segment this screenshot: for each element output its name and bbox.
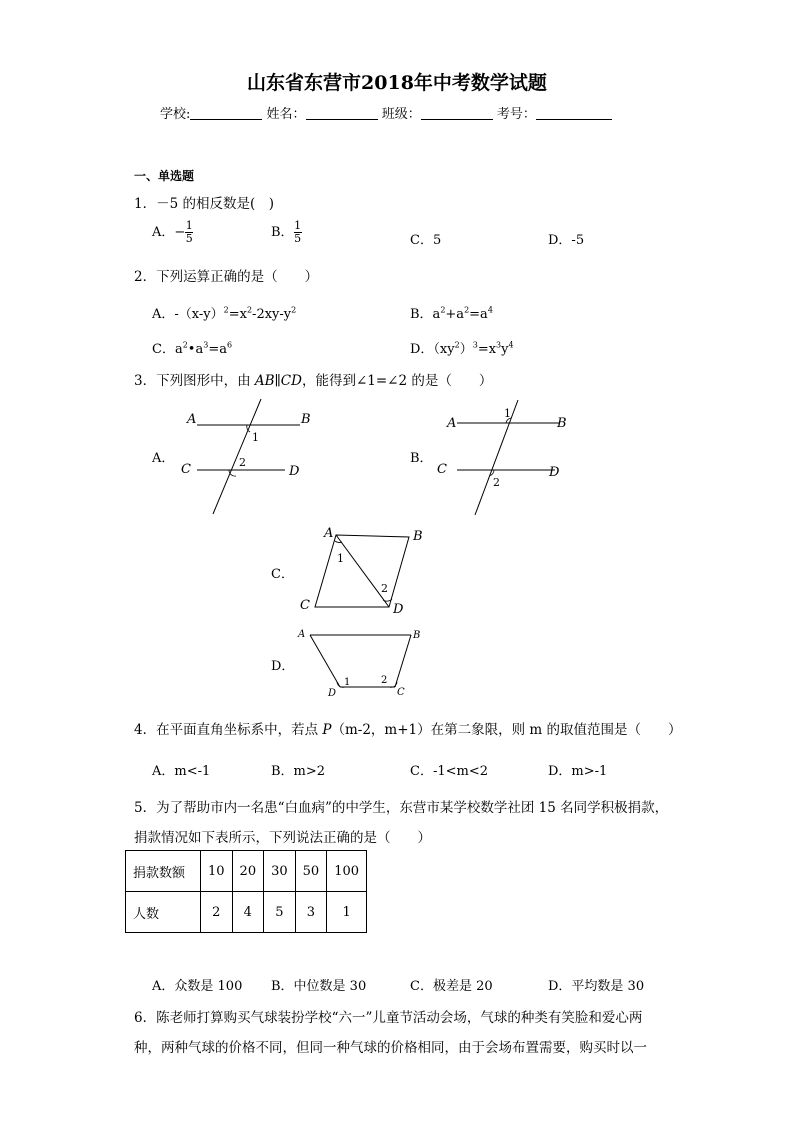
class-label: 班级： bbox=[381, 107, 421, 122]
q4-option-c[interactable]: C．-1<m<2 bbox=[410, 764, 488, 779]
angle-2-label: 2 bbox=[493, 476, 500, 489]
table-cell: 2 bbox=[201, 892, 233, 933]
q4-option-b[interactable]: B．m>2 bbox=[271, 764, 326, 779]
angle-2-label: 2 bbox=[239, 456, 246, 469]
q3-option-b[interactable]: B． bbox=[410, 451, 433, 466]
q4-option-a[interactable]: A．m<-1 bbox=[152, 764, 211, 779]
table-cell: 20 bbox=[232, 851, 264, 892]
table-cell: 30 bbox=[264, 851, 296, 892]
section-heading: 一、单选题 bbox=[134, 169, 195, 183]
q2-option-b[interactable]: B．$a^2+a^2=a^4$ bbox=[410, 305, 493, 322]
angle-2-label: 2 bbox=[381, 675, 388, 686]
table-cell: 10 bbox=[201, 851, 233, 892]
question-5-stem-line-2: 捐款情况如下表所示，下列说法正确的是（ ） bbox=[134, 830, 431, 846]
table-row bbox=[126, 851, 367, 892]
point-c-label: C bbox=[300, 598, 310, 613]
table-cell: 4 bbox=[232, 892, 264, 933]
name-label: 姓名： bbox=[266, 107, 306, 122]
question-1-stem: 1．－5 的相反数是( ) bbox=[134, 196, 275, 212]
side-cb bbox=[395, 635, 411, 687]
question-3-stem: 3．下列图形中，由 AB∥CD，能得到∠1=∠2 的是（ ） bbox=[134, 373, 493, 389]
class-blank[interactable] bbox=[421, 106, 493, 120]
table-row bbox=[126, 892, 367, 933]
fraction: $\frac{1}{5}$ bbox=[294, 219, 302, 245]
angle-1-label: 1 bbox=[344, 677, 351, 688]
table-cell: 1 bbox=[327, 892, 367, 933]
point-b-label: B bbox=[301, 412, 311, 427]
point-b-label: B bbox=[413, 529, 423, 544]
q2-option-a[interactable]: A．$-(x-y)^2=x^2-2xy-y^2$ bbox=[152, 305, 297, 322]
point-b-label: B bbox=[557, 416, 567, 431]
point-d-label: D bbox=[393, 602, 404, 617]
q3-figure-b bbox=[435, 400, 585, 520]
point-d-label: D bbox=[328, 688, 337, 699]
q1-option-b[interactable]: B． $\frac{1}{5}$ bbox=[271, 219, 302, 245]
transversal bbox=[475, 400, 518, 515]
q5-option-c[interactable]: C．极差是 20 bbox=[410, 979, 493, 994]
q3-option-d[interactable]: D． bbox=[271, 659, 295, 674]
page-title: 山东省东营市2018年中考数学试题 bbox=[247, 72, 547, 94]
question-2-stem: 2．下列运算正确的是（ ） bbox=[134, 269, 319, 285]
angle-1-label: 1 bbox=[252, 431, 259, 444]
table-cell: 5 bbox=[264, 892, 296, 933]
q1-option-a[interactable]: A．− $\frac{1}{5}$ bbox=[152, 219, 193, 245]
angle-1-label: 1 bbox=[337, 552, 344, 565]
q2-option-c[interactable]: C．$a^2•a^3=a^6$ bbox=[152, 340, 233, 357]
name-blank[interactable] bbox=[306, 106, 378, 120]
q2-option-d[interactable]: D．$(xy^2)^3=x^3y^4$ bbox=[410, 340, 514, 357]
point-d-label: D bbox=[289, 464, 300, 479]
number-blank[interactable] bbox=[536, 106, 612, 120]
q3-option-a[interactable]: A． bbox=[152, 451, 175, 466]
question-5-stem-line-1: 5．为了帮助市内一名患“白血病”的中学生，东营市某学校数学社团 15 名同学积极捐款， bbox=[134, 800, 669, 816]
q1-option-c[interactable]: C．5 bbox=[410, 233, 442, 248]
q3-figure-c bbox=[295, 520, 435, 620]
school-blank[interactable] bbox=[190, 106, 262, 120]
number-label: 考号： bbox=[496, 107, 536, 122]
point-c-label: C bbox=[437, 462, 447, 477]
angle-2-label: 2 bbox=[381, 582, 388, 595]
q5-option-b[interactable]: B．中位数是 30 bbox=[271, 979, 367, 994]
point-d-label: D bbox=[549, 465, 560, 480]
point-c-label: C bbox=[397, 687, 405, 698]
q1-option-d[interactable]: D．-5 bbox=[548, 233, 585, 248]
fraction: $\frac{1}{5}$ bbox=[185, 219, 193, 245]
point-a-label: A bbox=[324, 526, 334, 541]
q3-option-c[interactable]: C． bbox=[271, 567, 294, 582]
transversal bbox=[213, 399, 261, 514]
question-4-stem: 4．在平面直角坐标系中，若点 P（m-2，m+1）在第二象限，则 m 的取值范围是（ ） bbox=[134, 722, 682, 738]
point-a-label: A bbox=[298, 629, 306, 640]
student-info-line bbox=[160, 103, 612, 122]
q5-option-a[interactable]: A．众数是 100 bbox=[152, 979, 243, 994]
side-ad bbox=[310, 635, 340, 687]
donation-table bbox=[125, 850, 367, 933]
point-a-label: A bbox=[187, 412, 197, 427]
q4-option-d[interactable]: D．m>-1 bbox=[548, 764, 608, 779]
angle-1-label: 1 bbox=[504, 407, 511, 420]
question-6-line-1: 6．陈老师打算购买气球装扮学校“六一”儿童节活动会场，气球的种类有笑脸和爱心两 bbox=[134, 1010, 643, 1026]
point-b-label: B bbox=[413, 630, 421, 641]
point-a-label: A bbox=[447, 416, 457, 431]
q3-figure-a bbox=[175, 393, 325, 518]
diagonal-ad bbox=[336, 535, 389, 607]
q5-option-d[interactable]: D．平均数是 30 bbox=[548, 979, 645, 994]
table-cell: 50 bbox=[295, 851, 327, 892]
q3-figure-d bbox=[295, 625, 435, 700]
question-6-line-2: 种，两种气球的价格不同，但同一种气球的价格相同，由于会场布置需要，购买时以一 bbox=[134, 1040, 647, 1056]
table-cell: 3 bbox=[295, 892, 327, 933]
school-label: 学校: bbox=[160, 107, 191, 122]
point-c-label: C bbox=[181, 462, 191, 477]
table-cell: 捐款数额 bbox=[126, 851, 201, 892]
table-cell: 人数 bbox=[126, 892, 201, 933]
table-cell: 100 bbox=[327, 851, 367, 892]
angle-2-arc bbox=[229, 470, 236, 476]
